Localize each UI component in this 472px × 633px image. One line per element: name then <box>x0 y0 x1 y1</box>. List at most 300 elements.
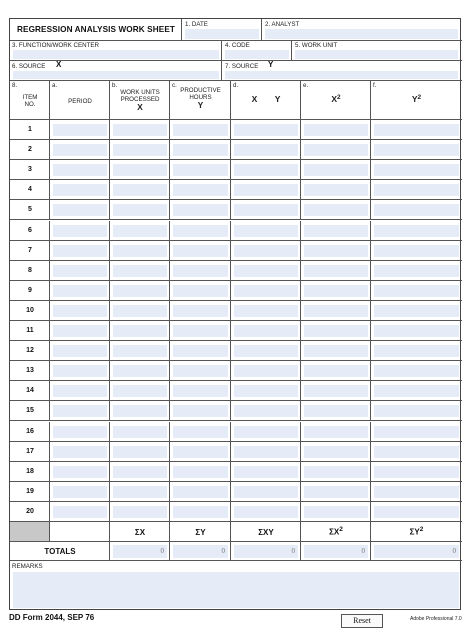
row-field-xy[interactable] <box>234 506 298 518</box>
row-field-x2[interactable] <box>304 446 368 458</box>
row-field-x2[interactable] <box>304 426 368 438</box>
table-cell-y <box>170 462 231 482</box>
row-field-xy[interactable] <box>234 184 298 196</box>
col-x2-header <box>301 81 371 120</box>
row-field-xy[interactable] <box>234 285 298 297</box>
row-field-x2[interactable] <box>304 506 368 518</box>
table-cell-y2 <box>371 261 462 281</box>
table-cell-y <box>170 482 231 502</box>
row-field-y2[interactable] <box>374 225 459 237</box>
table-cell-y2 <box>371 120 462 140</box>
source-y-field[interactable] <box>225 71 458 79</box>
row-field-x[interactable] <box>113 265 167 277</box>
row-field-period[interactable] <box>53 405 107 417</box>
col-y2-letter: f. <box>373 82 377 89</box>
row-field-x2[interactable] <box>304 204 368 216</box>
row-field-x2[interactable] <box>304 124 368 136</box>
table-cell-x2 <box>301 462 371 482</box>
table-cell-xy <box>231 381 301 401</box>
row-field-y2[interactable] <box>374 285 459 297</box>
table-cell-y2 <box>371 361 462 381</box>
table-cell-period <box>50 120 110 140</box>
total-x-value: 0 <box>160 547 164 555</box>
table-cell-x2 <box>301 140 371 160</box>
row-field-y[interactable] <box>173 164 228 176</box>
row-field-xy[interactable] <box>234 164 298 176</box>
table-cell-x2 <box>301 180 371 200</box>
row-field-period[interactable] <box>53 245 107 257</box>
table-cell-x2 <box>301 381 371 401</box>
row-field-x[interactable] <box>113 325 167 337</box>
table-row-number-cell <box>10 381 50 401</box>
table-cell-y <box>170 422 231 442</box>
row-field-x2[interactable] <box>304 385 368 397</box>
table-cell-period <box>50 502 110 522</box>
col-productive-title <box>170 87 231 109</box>
row-field-y2[interactable] <box>374 204 459 216</box>
row-field-x2[interactable] <box>304 285 368 297</box>
work-unit-cell <box>292 41 462 61</box>
row-field-xy[interactable] <box>234 204 298 216</box>
col-x2-exponent: 2 <box>337 94 341 101</box>
row-field-x[interactable] <box>113 305 167 317</box>
table-cell-y <box>170 180 231 200</box>
row-field-x[interactable] <box>113 204 167 216</box>
row-field-y2[interactable] <box>374 345 459 357</box>
row-field-period[interactable] <box>53 164 107 176</box>
row-field-y[interactable] <box>173 325 228 337</box>
table-cell-y <box>170 261 231 281</box>
col-work-units-symbol: X <box>137 101 143 112</box>
table-cell-y2 <box>371 502 462 522</box>
row-field-period[interactable] <box>53 446 107 458</box>
row-field-x[interactable] <box>113 124 167 136</box>
table-cell-x <box>110 180 170 200</box>
table-row-number-cell <box>10 160 50 180</box>
row-field-xy[interactable] <box>234 466 298 478</box>
table-cell-y2 <box>371 321 462 341</box>
row-field-x2[interactable] <box>304 265 368 277</box>
col-work-units-line2: PROCESSED <box>120 96 160 104</box>
col-y2-symbol: Y <box>411 94 418 105</box>
row-field-x[interactable] <box>113 225 167 237</box>
row-field-period[interactable] <box>53 285 107 297</box>
sum-xy-label: ΣXY <box>258 528 274 537</box>
table-cell-y <box>170 401 231 421</box>
total-xy-cell <box>231 542 301 561</box>
row-field-y[interactable] <box>173 225 228 237</box>
sum-xy-cell <box>231 522 301 542</box>
table-cell-x2 <box>301 361 371 381</box>
source-y-symbol: Y <box>268 60 274 69</box>
table-cell-y <box>170 341 231 361</box>
row-field-xy[interactable] <box>234 265 298 277</box>
row-field-y2[interactable] <box>374 144 459 156</box>
table-cell-x <box>110 200 170 220</box>
table-cell-y2 <box>371 442 462 462</box>
row-field-x2[interactable] <box>304 184 368 196</box>
total-x2-cell <box>301 542 371 561</box>
col-period-title: PERIOD <box>68 98 92 105</box>
table-row-number-cell <box>10 200 50 220</box>
row-field-x[interactable] <box>113 385 167 397</box>
table-cell-xy <box>231 502 301 522</box>
table-cell-xy <box>231 160 301 180</box>
table-cell-x <box>110 462 170 482</box>
table-row-number-cell <box>10 180 50 200</box>
row-field-y2[interactable] <box>374 325 459 337</box>
table-cell-xy <box>231 361 301 381</box>
row-number: 19 <box>26 487 34 495</box>
total-x2-value: 0 <box>361 547 365 555</box>
table-cell-xy <box>231 120 301 140</box>
form-title: REGRESSION ANALYSIS WORK SHEET <box>17 25 175 34</box>
table-cell-xy <box>231 442 301 462</box>
row-field-period[interactable] <box>53 325 107 337</box>
table-cell-y <box>170 442 231 462</box>
row-field-y2[interactable] <box>374 164 459 176</box>
col-xy-y: Y <box>274 94 281 104</box>
totals-label-cell <box>10 542 110 561</box>
table-cell-y2 <box>371 281 462 301</box>
table-cell-period <box>50 301 110 321</box>
row-number: 5 <box>28 206 32 214</box>
table-cell-y2 <box>371 241 462 261</box>
row-number: 13 <box>26 367 34 375</box>
table-cell-x2 <box>301 241 371 261</box>
table-cell-x <box>110 241 170 261</box>
table-cell-xy <box>231 261 301 281</box>
table-cell-x <box>110 321 170 341</box>
table-cell-x2 <box>301 321 371 341</box>
row-field-y[interactable] <box>173 506 228 518</box>
table-cell-y <box>170 120 231 140</box>
table-cell-period <box>50 261 110 281</box>
table-cell-x2 <box>301 221 371 241</box>
table-cell-x <box>110 160 170 180</box>
row-field-y[interactable] <box>173 144 228 156</box>
table-cell-y <box>170 281 231 301</box>
row-field-y2[interactable] <box>374 466 459 478</box>
row-field-x[interactable] <box>113 164 167 176</box>
row-field-x2[interactable] <box>304 325 368 337</box>
reset-button[interactable]: Reset <box>341 614 383 628</box>
row-field-y2[interactable] <box>374 426 459 438</box>
function-field[interactable] <box>13 50 219 59</box>
col-y2-title <box>371 94 462 104</box>
row-field-x2[interactable] <box>304 405 368 417</box>
col-xy-header <box>231 81 301 120</box>
code-cell <box>222 41 292 61</box>
table-row-number-cell <box>10 140 50 160</box>
sum-x-cell <box>110 522 170 542</box>
table-cell-x <box>110 422 170 442</box>
col-item-title <box>10 94 50 109</box>
row-field-y[interactable] <box>173 124 228 136</box>
table-row-number-cell <box>10 502 50 522</box>
row-field-y2[interactable] <box>374 265 459 277</box>
row-field-xy[interactable] <box>234 325 298 337</box>
table-cell-period <box>50 422 110 442</box>
table-cell-xy <box>231 241 301 261</box>
table-cell-x <box>110 261 170 281</box>
col-period-header <box>50 81 110 120</box>
table-cell-x <box>110 361 170 381</box>
table-cell-y2 <box>371 341 462 361</box>
date-label: 1. DATE <box>185 21 208 28</box>
row-field-y2[interactable] <box>374 124 459 136</box>
table-cell-period <box>50 160 110 180</box>
row-field-xy[interactable] <box>234 345 298 357</box>
table-cell-x <box>110 502 170 522</box>
table-row-number-cell <box>10 442 50 462</box>
row-field-period[interactable] <box>53 365 107 377</box>
total-y2-cell <box>371 542 462 561</box>
sum-shaded-cell <box>10 522 50 542</box>
row-field-xy[interactable] <box>234 124 298 136</box>
function-cell <box>10 41 222 61</box>
table-cell-x <box>110 482 170 502</box>
row-field-period[interactable] <box>53 345 107 357</box>
col-y2-exponent: 2 <box>417 94 422 101</box>
col-xy-letter: d. <box>233 82 239 89</box>
date-cell <box>182 19 262 41</box>
sum-y2-exponent: 2 <box>419 526 424 533</box>
row-field-y[interactable] <box>173 265 228 277</box>
table-cell-x2 <box>301 502 371 522</box>
table-cell-y <box>170 200 231 220</box>
col-productive-line1: PRODUCTIVE <box>180 87 221 94</box>
sum-period-cell <box>50 522 110 542</box>
table-cell-x <box>110 120 170 140</box>
table-cell-x <box>110 281 170 301</box>
table-cell-xy <box>231 140 301 160</box>
row-field-y[interactable] <box>173 385 228 397</box>
row-field-xy[interactable] <box>234 486 298 498</box>
row-number: 10 <box>26 306 34 314</box>
table-row-number-cell <box>10 321 50 341</box>
table-cell-y <box>170 381 231 401</box>
row-field-y2[interactable] <box>374 305 459 317</box>
remarks-cell <box>10 561 462 611</box>
row-field-y2[interactable] <box>374 405 459 417</box>
row-field-x2[interactable] <box>304 486 368 498</box>
sum-x2-text: ΣX <box>329 527 340 537</box>
table-cell-x2 <box>301 200 371 220</box>
row-field-x[interactable] <box>113 144 167 156</box>
row-field-xy[interactable] <box>234 305 298 317</box>
row-number: 12 <box>26 347 34 355</box>
table-cell-xy <box>231 180 301 200</box>
col-work-units-header <box>110 81 170 120</box>
row-field-x2[interactable] <box>304 245 368 257</box>
row-field-y2[interactable] <box>374 245 459 257</box>
table-cell-x2 <box>301 482 371 502</box>
row-field-y[interactable] <box>173 184 228 196</box>
row-field-x2[interactable] <box>304 345 368 357</box>
row-number: 18 <box>26 467 34 475</box>
row-field-y2[interactable] <box>374 365 459 377</box>
code-label: 4. CODE <box>225 42 250 49</box>
row-field-x2[interactable] <box>304 466 368 478</box>
source-x-field[interactable] <box>13 71 219 79</box>
analyst-field[interactable] <box>265 29 458 39</box>
row-field-y[interactable] <box>173 345 228 357</box>
table-row-number-cell <box>10 401 50 421</box>
code-field[interactable] <box>225 50 289 59</box>
sum-x2-label <box>301 526 371 537</box>
row-field-period[interactable] <box>53 184 107 196</box>
col-item-line2: NO. <box>24 101 36 109</box>
row-field-x[interactable] <box>113 184 167 196</box>
row-field-period[interactable] <box>53 486 107 498</box>
table-cell-x2 <box>301 301 371 321</box>
table-row-number-cell <box>10 221 50 241</box>
row-field-y[interactable] <box>173 365 228 377</box>
table-cell-y2 <box>371 221 462 241</box>
table-cell-y2 <box>371 301 462 321</box>
row-field-period[interactable] <box>53 426 107 438</box>
row-number: 4 <box>28 186 32 194</box>
row-field-x[interactable] <box>113 345 167 357</box>
table-cell-x <box>110 341 170 361</box>
table-cell-y <box>170 241 231 261</box>
row-field-period[interactable] <box>53 124 107 136</box>
table-cell-xy <box>231 281 301 301</box>
source-y-cell <box>222 61 462 81</box>
source-y-label: 7. SOURCE <box>225 63 259 70</box>
row-field-y2[interactable] <box>374 184 459 196</box>
row-field-period[interactable] <box>53 144 107 156</box>
row-field-period[interactable] <box>53 225 107 237</box>
row-field-x2[interactable] <box>304 225 368 237</box>
table-cell-x2 <box>301 281 371 301</box>
table-cell-y <box>170 321 231 341</box>
col-xy-title <box>231 96 301 104</box>
table-cell-period <box>50 482 110 502</box>
table-row-number-cell <box>10 120 50 140</box>
row-field-y2[interactable] <box>374 446 459 458</box>
software-label: Adobe Professional 7.0 <box>410 616 462 622</box>
table-cell-y <box>170 502 231 522</box>
row-field-period[interactable] <box>53 466 107 478</box>
row-field-y2[interactable] <box>374 506 459 518</box>
table-cell-xy <box>231 482 301 502</box>
total-y2-value: 0 <box>452 547 456 555</box>
row-field-y[interactable] <box>173 486 228 498</box>
row-field-x[interactable] <box>113 365 167 377</box>
row-field-y[interactable] <box>173 446 228 458</box>
row-field-period[interactable] <box>53 385 107 397</box>
table-cell-xy <box>231 422 301 442</box>
row-field-xy[interactable] <box>234 426 298 438</box>
table-cell-x <box>110 442 170 462</box>
row-field-y[interactable] <box>173 305 228 317</box>
col-period-letter: a. <box>52 82 58 89</box>
row-number: 9 <box>28 286 32 294</box>
row-field-xy[interactable] <box>234 225 298 237</box>
row-field-period[interactable] <box>53 204 107 216</box>
total-x-cell <box>110 542 170 561</box>
row-field-period[interactable] <box>53 265 107 277</box>
table-cell-y <box>170 301 231 321</box>
row-field-x2[interactable] <box>304 164 368 176</box>
row-number: 15 <box>26 407 34 415</box>
row-field-x[interactable] <box>113 486 167 498</box>
row-field-x[interactable] <box>113 506 167 518</box>
row-field-x[interactable] <box>113 466 167 478</box>
row-field-x2[interactable] <box>304 365 368 377</box>
table-cell-xy <box>231 401 301 421</box>
table-cell-period <box>50 321 110 341</box>
table-cell-period <box>50 381 110 401</box>
row-field-x[interactable] <box>113 245 167 257</box>
sum-y-label: ΣY <box>195 528 206 537</box>
row-field-x2[interactable] <box>304 144 368 156</box>
row-field-x[interactable] <box>113 285 167 297</box>
table-row-number-cell <box>10 341 50 361</box>
row-field-xy[interactable] <box>234 245 298 257</box>
row-number: 16 <box>26 427 34 435</box>
table-cell-period <box>50 180 110 200</box>
table-row-number-cell <box>10 241 50 261</box>
row-field-y2[interactable] <box>374 486 459 498</box>
table-cell-x <box>110 140 170 160</box>
row-field-period[interactable] <box>53 506 107 518</box>
table-cell-y <box>170 361 231 381</box>
row-field-x[interactable] <box>113 405 167 417</box>
col-xy-x: X <box>251 94 258 104</box>
table-cell-y2 <box>371 160 462 180</box>
row-field-y[interactable] <box>173 466 228 478</box>
row-field-x[interactable] <box>113 446 167 458</box>
function-label: 3. FUNCTION/WORK CENTER <box>12 42 99 49</box>
date-field[interactable] <box>185 29 259 39</box>
row-field-y[interactable] <box>173 245 228 257</box>
row-field-y2[interactable] <box>374 385 459 397</box>
row-field-x[interactable] <box>113 426 167 438</box>
table-cell-y <box>170 221 231 241</box>
remarks-field[interactable] <box>13 572 459 608</box>
row-field-xy[interactable] <box>234 144 298 156</box>
row-field-period[interactable] <box>53 305 107 317</box>
sum-x2-cell <box>301 522 371 542</box>
row-field-x2[interactable] <box>304 305 368 317</box>
table-cell-period <box>50 140 110 160</box>
table-cell-xy <box>231 462 301 482</box>
row-field-y[interactable] <box>173 285 228 297</box>
table-cell-period <box>50 442 110 462</box>
row-field-xy[interactable] <box>234 446 298 458</box>
row-field-xy[interactable] <box>234 385 298 397</box>
table-cell-period <box>50 361 110 381</box>
col-item-header <box>10 81 50 120</box>
table-cell-xy <box>231 301 301 321</box>
row-field-xy[interactable] <box>234 405 298 417</box>
source-x-cell <box>10 61 222 81</box>
table-row-number-cell <box>10 482 50 502</box>
table-cell-period <box>50 200 110 220</box>
row-field-xy[interactable] <box>234 365 298 377</box>
col-productive-symbol: Y <box>197 99 204 110</box>
col-productive-line2: HOURS <box>189 94 212 102</box>
row-field-y[interactable] <box>173 405 228 417</box>
row-field-y[interactable] <box>173 426 228 438</box>
table-cell-period <box>50 221 110 241</box>
row-number: 11 <box>26 327 34 334</box>
work-unit-field[interactable] <box>295 50 458 59</box>
row-field-y[interactable] <box>173 204 228 216</box>
